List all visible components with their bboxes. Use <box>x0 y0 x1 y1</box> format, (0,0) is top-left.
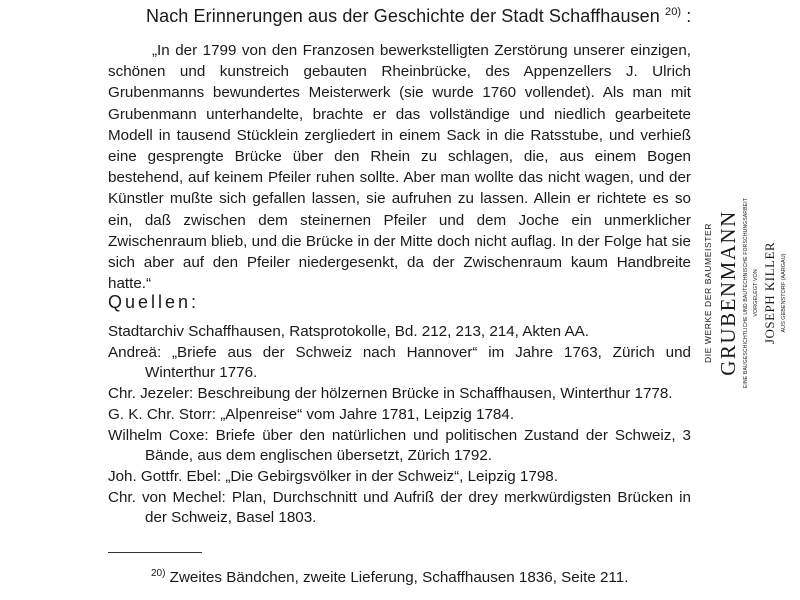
sources-list <box>108 322 691 529</box>
spine-author-origin: AUS GEBENSTORF (AARGAU) <box>781 253 787 333</box>
source-item: Joh. Gottfr. Ebel: „Die Gebirgsvölker in der Schweiz“, Leipzig 1798. <box>108 468 558 485</box>
spine-series-line: DIE WERKE DER BAUMEISTER <box>703 222 713 364</box>
spine-author: JOSEPH KILLER <box>762 241 777 345</box>
quote-paragraph: „In der 1799 von den Franzosen bewerkstelligten Zerstörung unserer einzigen, schönen und kunstreich gebauten Rheinbrücke, des Appenzellers J. Ulrich Grubenmanns bewundertes Meisterwerk (sie wurde 1760 vollendet). Als man mit Grubenmann unterhandelte, brachte er das vollständige und niedlich gearbeitete Modell in tausend Stücklein zergliedert in einem Sack in die Ratsstube, und verhieß eine gesprengte Brücke über den Rhein zu schlagen, die, aus einem Bogen bestehend, auf keinem Pfeiler ruhen sollte. Aber man wollte das nicht wagen, und der Künstler mußte sich gefallen lassen, sie aufruhen zu lassen. Allein er richtete es so ein, daß zwischen dem steinernen Pfeiler und dem Joche ein unmerklicher Zwischenraum blieb, und die Brücke in der Mitte doch nicht auflag. In der Folge hat sie sich aber auf den Pfeiler niedergesenkt, da der Zwischenraum kaum Handbreite hatte.“ <box>108 42 691 293</box>
source-item: G. K. Chr. Storr: „Alpenreise“ vom Jahre 1781, Leipzig 1784. <box>108 406 515 423</box>
book-spine-text <box>703 196 787 390</box>
spine-presented-by: VORGELEGT VON <box>753 269 759 317</box>
spine-subtitle: EINE BAUGESCHICHTLICHE UND BAUTECHNISCHE FORSCHUNGSARBEIT <box>743 197 749 389</box>
heading-text: Nach Erinnerungen aus der Geschichte der Stadt Schaffhausen <box>146 6 665 26</box>
source-item: Wilhelm Coxe: Briefe über den natürlichen und politischen Zustand der Schweiz, 3 Bände, aus dem englischen übersetzt, Zürich 1792. <box>108 427 691 464</box>
spine-title: GRUBENMANN <box>716 210 740 376</box>
source-item: Andreä: „Briefe aus der Schweiz nach Hannover“ im Jahre 1763, Zürich und Winterthur 1776. <box>108 344 691 381</box>
heading-footnote-mark: 20) <box>665 6 682 18</box>
footnote-text: Zweites Bändchen, zweite Lieferung, Schaffhausen 1836, Seite 211. <box>165 569 629 587</box>
footnote <box>151 568 628 586</box>
book-spine <box>703 196 787 390</box>
footnote-mark: 20) <box>151 568 166 579</box>
sources-title: Quellen: <box>108 292 200 312</box>
source-item: Chr. Jezeler: Beschreibung der hölzernen Brücke in Schaffhausen, Winterthur 1778. <box>108 385 673 402</box>
source-item: Chr. von Mechel: Plan, Durchschnitt und Aufriß der drey merkwürdigsten Brücken in der Schweiz, Basel 1803. <box>108 489 691 526</box>
heading-suffix: : <box>681 6 692 26</box>
source-item: Stadtarchiv Schaffhausen, Ratsprotokolle, Bd. 212, 213, 214, Akten AA. <box>108 323 589 340</box>
page-heading <box>146 6 691 27</box>
footnote-divider <box>108 552 202 553</box>
